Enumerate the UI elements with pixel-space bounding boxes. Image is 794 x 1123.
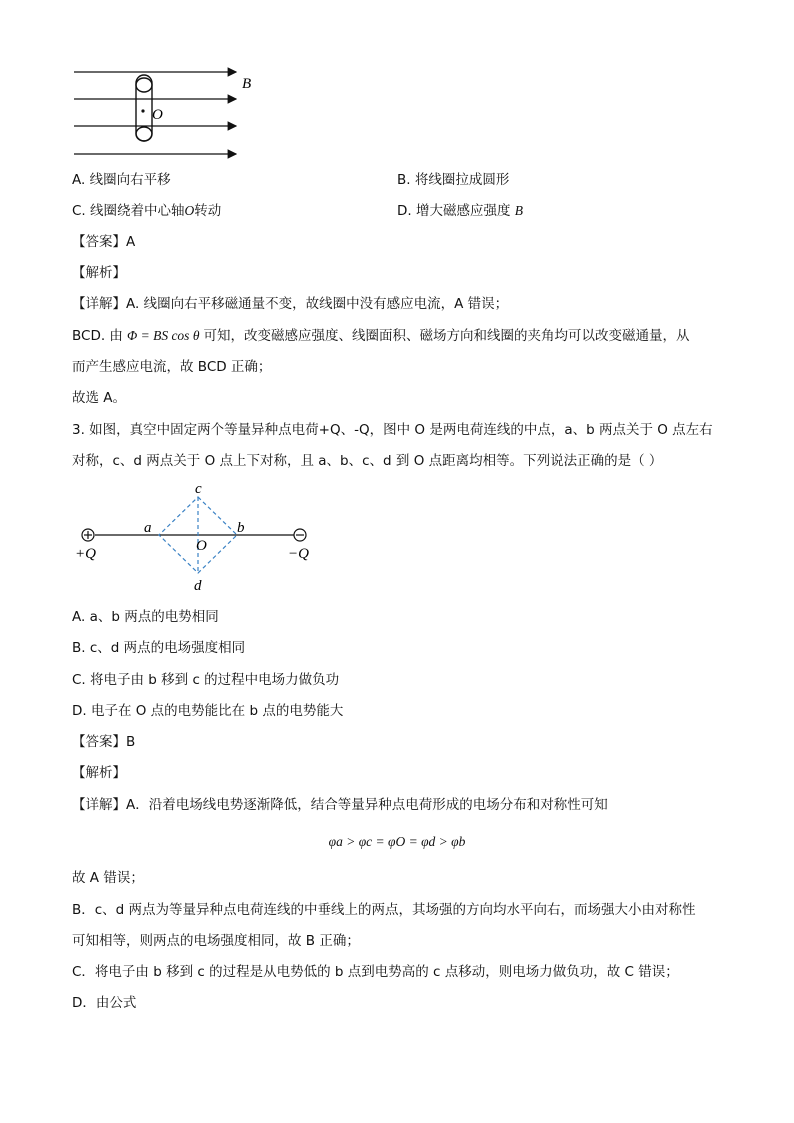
label-O-center: O xyxy=(196,538,207,554)
q2-detail-3: 而产生感应电流，故 BCD 正确； xyxy=(72,359,272,375)
charges-figure xyxy=(70,480,330,595)
q2-flux-formula: Φ = BS cos θ xyxy=(126,328,200,343)
q2-detail-2 xyxy=(72,326,689,346)
label-b: b xyxy=(237,520,245,536)
label-plus-Q: +Q xyxy=(75,546,96,562)
q3-option-b[interactable]: B. c、d 两点的电场强度相同 xyxy=(72,640,246,656)
q2-option-a[interactable]: A. 线圈向右平移 xyxy=(72,172,171,188)
q3-option-a[interactable]: A. a、b 两点的电势相同 xyxy=(72,609,219,625)
q2-option-c-tail: 转动 xyxy=(194,203,222,219)
q3-detail-a: 【详解】A．沿着电场线电势逐渐降低，结合等量异种点电荷形成的电场分布和对称性可知 xyxy=(72,797,608,813)
q3-detail-b-2: 可知相等，则两点的电场强度相同，故 B 正确； xyxy=(72,933,360,949)
q3-option-c[interactable]: C. 将电子由 b 移到 c 的过程中电场力做负功 xyxy=(72,672,340,688)
q2-detail-1: 【详解】A. 线圈向右平移磁通量不变，故线圈中没有感应电流，A 错误； xyxy=(72,296,509,312)
q3-potential-formula: φa > φc = φO = φd > φb xyxy=(328,834,466,849)
label-c: c xyxy=(195,481,202,497)
q3-stem-1: 3. 如图，真空中固定两个等量异种点电荷+Q、-Q，图中 O 是两电荷连线的中点，a、b 两点关于 O 点左右 xyxy=(72,422,713,438)
coil-bottom xyxy=(136,127,152,141)
label-O: O xyxy=(152,107,163,123)
q3-stem-2: 对称，c、d 两点关于 O 点上下对称，且 a、b、c、d 到 O 点距离均相等。下列说法正确的是（ ） xyxy=(72,453,663,469)
q3-detail-c: C．将电子由 b 移到 c 的过程是从电势低的 b 点到电势高的 c 点移动，则电场力做负功，故 C 错误； xyxy=(72,964,679,980)
magnetic-field-figure xyxy=(60,58,280,168)
label-a: a xyxy=(144,520,152,536)
q2-option-d[interactable] xyxy=(397,201,523,221)
q2-option-d-text: D. 增大磁感应强度 xyxy=(397,203,511,219)
q3-option-d[interactable]: D. 电子在 O 点的电势能比在 b 点的电势能大 xyxy=(72,703,344,719)
q3-detail-b-1: B．c、d 两点为等量异种点电荷连线的中垂线上的两点，其场强的方向均水平向右，而场强大小由对称性 xyxy=(72,902,696,918)
q3-answer: 【答案】B xyxy=(72,734,136,750)
label-d: d xyxy=(194,578,202,594)
q3-analysis: 【解析】 xyxy=(72,765,126,781)
q2-option-b[interactable]: B. 将线圈拉成圆形 xyxy=(397,172,510,188)
coil xyxy=(136,75,152,141)
q3-detail-d: D．由公式 xyxy=(72,995,137,1011)
q2-option-c-text: C. 线圈绕着中心轴 xyxy=(72,203,185,219)
label-B: B xyxy=(242,76,252,92)
label-minus-Q: −Q xyxy=(288,546,309,562)
q2-detail-2-end: 可知，改变磁感应强度、线圈面积、磁场方向和线圈的夹角均可以改变磁通量，从 xyxy=(203,328,690,344)
center-dot xyxy=(141,109,144,112)
q2-analysis: 【解析】 xyxy=(72,265,126,281)
q2-detail-2-start: BCD. 由 xyxy=(72,328,123,344)
q3-wrong-a: 故 A 错误； xyxy=(72,870,144,886)
coil-top xyxy=(136,78,152,92)
q2-option-c-O: O xyxy=(184,203,195,218)
q2-option-c[interactable] xyxy=(72,201,221,221)
q2-detail-4: 故选 A。 xyxy=(72,390,127,406)
q2-option-d-B: B xyxy=(514,203,524,218)
q2-answer: 【答案】A xyxy=(72,234,136,250)
